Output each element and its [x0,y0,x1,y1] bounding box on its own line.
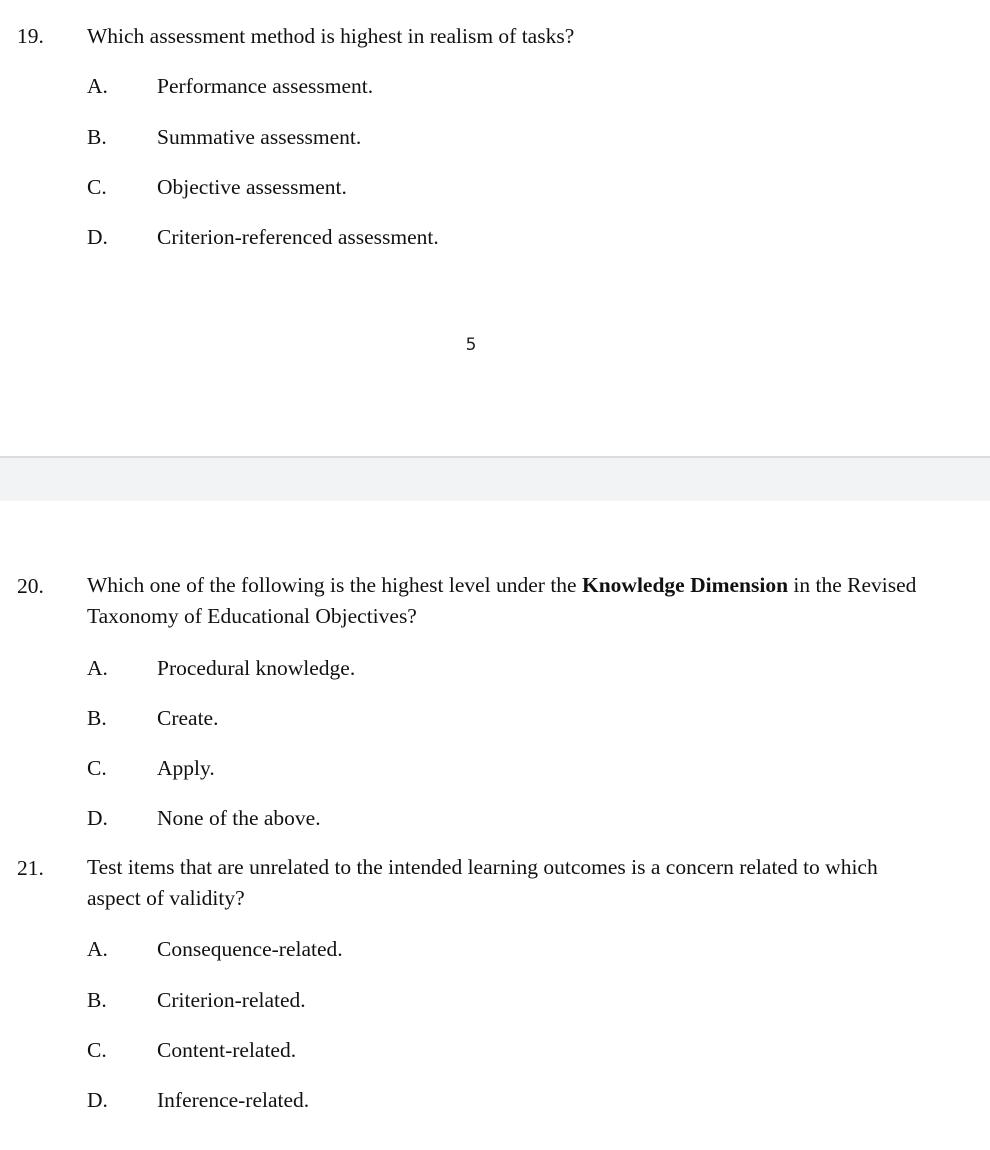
option-letter: A. [87,656,108,680]
option-letter: A. [87,74,108,98]
option-text: Procedural knowledge. [157,656,356,680]
option-letter: C. [87,756,107,780]
page-number: 5 [465,335,477,355]
option-text: Performance assessment. [157,74,374,98]
option-letter: D. [87,806,108,830]
document-page-6 [0,501,990,1150]
option-text: Create. [157,706,219,730]
option-letter: D. [87,1088,108,1112]
option-text: Summative assessment. [157,125,362,149]
question-number: 19. [17,24,44,48]
option-letter: C. [87,1038,107,1062]
option-letter: C. [87,175,107,199]
question-number: 21. [17,856,44,880]
option-letter: B. [87,125,107,149]
option-text: Criterion-referenced assessment. [157,225,439,249]
question-text-part: Which one of the following is the highest level under the [87,573,582,597]
question-text: Which assessment method is highest in realism of tasks? [87,24,575,48]
option-text: Objective assessment. [157,175,347,199]
option-letter: B. [87,706,107,730]
option-text: Consequence-related. [157,937,343,961]
option-text: Content-related. [157,1038,297,1062]
option-text: Criterion-related. [157,988,306,1012]
question-text-emphasis: Knowledge Dimension [581,573,789,597]
option-text: Apply. [157,756,215,780]
question-text [87,570,927,632]
question-text: Test items that are unrelated to the intended learning outcomes is a concern related to which aspect of validity? [87,855,878,910]
option-text: None of the above. [157,806,321,830]
page-separator [0,456,990,501]
option-letter: D. [87,225,108,249]
document-page-5 [0,0,990,456]
question-number: 20. [17,574,44,598]
option-letter: B. [87,988,107,1012]
option-letter: A. [87,937,108,961]
question-text-part: in the Revised Taxonomy of Educational Objectives? [87,573,917,628]
option-text: Inference-related. [157,1088,310,1112]
